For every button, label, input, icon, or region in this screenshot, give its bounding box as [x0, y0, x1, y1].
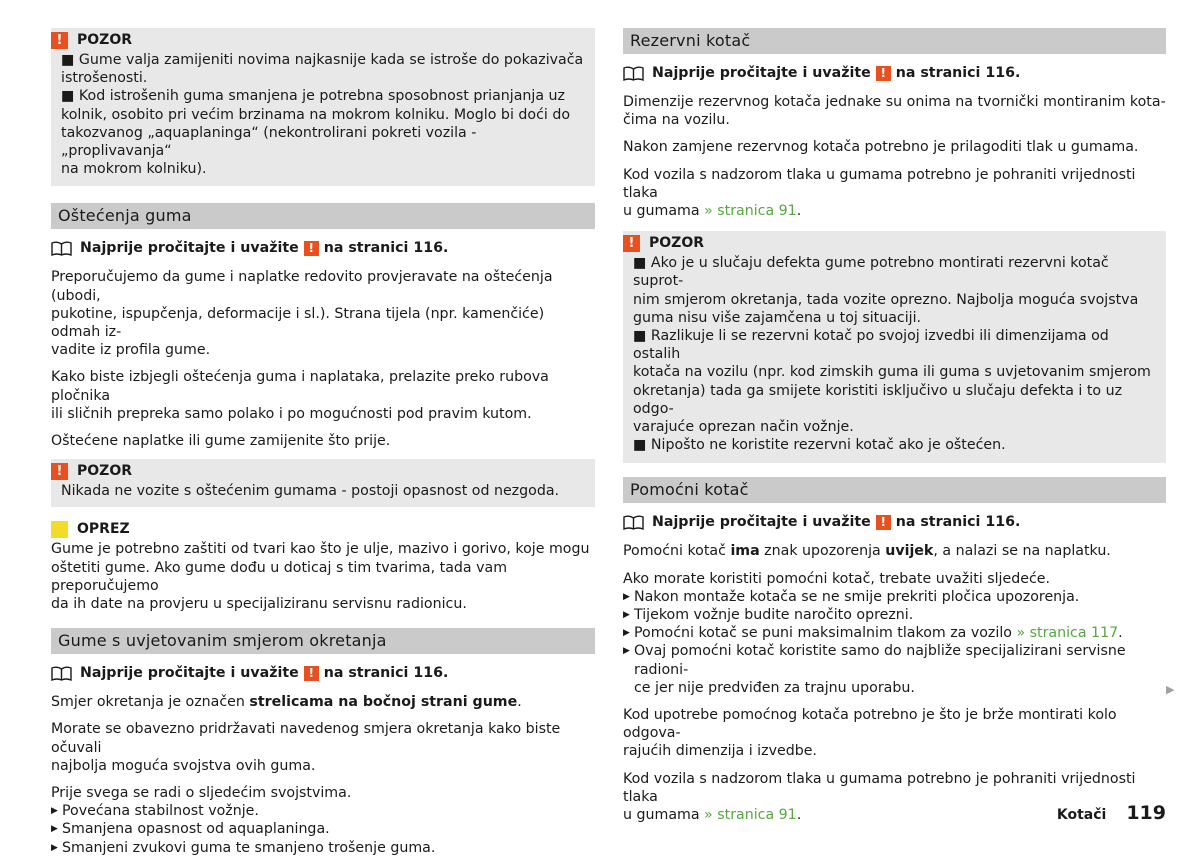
next-page-arrow-icon[interactable]: ▶	[1166, 683, 1175, 696]
read-first-notice	[51, 663, 595, 683]
text-line: ce jer nije predviđen za trajnu uporabu.	[634, 679, 915, 696]
read-first-link[interactable]: na stranici 116.	[323, 240, 449, 257]
pozor-line: istrošenosti.	[61, 70, 148, 87]
warning-icon: !	[304, 241, 319, 256]
warning-icon: !	[304, 666, 319, 681]
page-number: 119	[1126, 802, 1166, 824]
text-line: Kod vozila s nadzorom tlaka u gumama potrebno je pohraniti vrijednosti tlaka	[623, 166, 1136, 201]
read-first-prefix: Najprije pročitajte i uvažite	[652, 514, 871, 531]
bold-text: uvijek	[885, 543, 934, 560]
warning-icon: !	[876, 515, 891, 530]
text-span: .	[796, 807, 802, 824]
pozor-label: POZOR	[77, 31, 132, 48]
pozor-label: POZOR	[77, 463, 132, 480]
text-line: Kod vozila s nadzorom tlaka u gumama potrebno je pohraniti vrijednosti tlaka	[623, 770, 1136, 805]
text-span: u gumama	[623, 203, 705, 220]
pozor-line: kotača na vozilu (npr. kod zimskih guma ili guma s uvjetovanim smjerom	[633, 364, 1151, 381]
section-heading-temporary-wheel: Pomoćni kotač	[623, 477, 1166, 503]
text-span: u gumama	[623, 807, 705, 824]
page-link[interactable]: » stranica 117	[1016, 625, 1119, 642]
warning-icon: !	[876, 66, 891, 81]
pozor-line: ■ Nipošto ne koristite rezervni kotač ako je oštećen.	[633, 437, 1006, 454]
pozor-line: ■ Kod istrošenih guma smanjena je potrebna sposobnost prianjanja uz	[61, 88, 565, 105]
paragraph	[51, 720, 595, 775]
text-span: , a nalazi se na naplatku.	[933, 543, 1111, 560]
list-item	[623, 624, 1166, 642]
paragraph	[623, 166, 1166, 221]
pozor-line: varajuće oprezan način vožnje.	[633, 419, 854, 436]
read-first-prefix: Najprije pročitajte i uvažite	[652, 64, 871, 81]
list-item: ▶ Smanjeni zvukovi guma te smanjeno trošenje guma.	[51, 839, 595, 857]
pozor-line: ■ Ako je u slučaju defekta gume potrebno montirati rezervni kotač suprot-	[633, 255, 1109, 290]
text-line: Kod upotrebe pomoćnog kotača potrebno je što je brže montirati kolo odgova-	[623, 707, 1117, 742]
pozor-box-tyre-wear	[51, 28, 595, 186]
text-line: Preporučujemo da gume i naplatke redovito provjeravate na oštećenja (ubodi,	[51, 269, 553, 304]
text-line: Prije svega se radi o sljedećim svojstvima.	[51, 785, 352, 802]
page-link[interactable]: » stranica 91	[704, 807, 797, 824]
warning-icon: !	[623, 235, 640, 252]
pozor-line: na mokrom kolniku).	[61, 161, 207, 178]
text-span: Pomoćni kotač	[623, 543, 731, 560]
read-first-notice	[623, 512, 1166, 532]
read-first-notice	[51, 238, 595, 258]
text-span: .	[796, 203, 802, 220]
pozor-line: ■ Gume valja zamijeniti novima najkasnije kada se istroše do pokazivača	[61, 52, 584, 68]
list-item: ▶ Smanjena opasnost od aquaplaninga.	[51, 820, 595, 838]
text-line: pukotine, ispupčenja, deformacije i sl.). Strana tijela (npr. kamenčiće) odmah iz-	[51, 305, 545, 341]
paragraph	[623, 570, 1166, 697]
pozor-text: Nikada ne vozite s oštećenim gumama - postoji opasnost od nezgoda.	[61, 483, 560, 500]
read-first-prefix: Najprije pročitajte i uvažite	[80, 240, 299, 257]
pozor-header	[623, 233, 1156, 253]
pozor-line: kolnik, osobito pri većim brzinama na mokrom kolniku. Moglo bi doći do	[61, 106, 571, 123]
text-line: ▶ Ovaj pomoćni kotač koristite samo do najbliže specijalizirani servisne radioni-	[634, 643, 1126, 678]
oprez-block	[51, 519, 595, 613]
list-item	[623, 642, 1166, 697]
warning-icon: !	[51, 32, 68, 49]
read-first-notice	[623, 63, 1166, 83]
read-first-prefix: Najprije pročitajte i uvažite	[80, 665, 299, 682]
list-item: ▶ Tijekom vožnje budite naročito oprezni.	[623, 606, 1166, 624]
section-heading-directional-tyres: Gume s uvjetovanim smjerom okretanja	[51, 628, 595, 654]
book-icon	[51, 666, 72, 681]
read-first-link[interactable]: na stranici 116.	[895, 64, 1021, 81]
paragraph	[623, 542, 1166, 560]
bold-text: strelicama na bočnoj strani gume	[249, 694, 518, 711]
text-span: Pomoćni kotač se puni maksimalnim tlakom za vozilo	[634, 625, 1017, 642]
paragraph	[51, 693, 595, 711]
text-line: ili sličnih prepreka samo polako i po mogućnosti pod pravim kutom.	[51, 405, 532, 422]
text-line: najbolja moguća svojstva ovih guma.	[51, 757, 316, 774]
text-span: .	[1118, 625, 1123, 642]
page-link[interactable]: » stranica 91	[704, 203, 797, 220]
text-line: Morate se obavezno pridržavati navedenog smjera okretanja kako biste očuvali	[51, 721, 561, 756]
pozor-box-damaged-tyres	[51, 459, 595, 507]
text-line: Kako biste izbjegli oštećenja guma i naplataka, prelazite preko rubova pločnika	[51, 369, 549, 404]
text-line: rajućih dimenzija i izvedbe.	[623, 743, 817, 760]
oprez-label: OPREZ	[77, 521, 130, 538]
pozor-line: nim smjerom okretanja, tada vozite oprezno. Najbolja moguća svojstva	[633, 291, 1139, 308]
pozor-line: takozvanog „aquaplaninga“ (nekontrolirani pokreti vozila - „proplivavanja“	[61, 124, 477, 160]
paragraph: Oštećene naplatke ili gume zamijenite što prije.	[51, 433, 391, 450]
page-footer	[1057, 804, 1166, 824]
text-line: čima na vozilu.	[623, 112, 730, 129]
paragraph: Nakon zamjene rezervnog kotača potrebno je prilagoditi tlak u gumama.	[623, 139, 1139, 156]
paragraph	[51, 268, 595, 359]
text-line: vadite iz profila gume.	[51, 342, 211, 359]
pozor-header	[51, 30, 585, 50]
warning-icon: !	[51, 463, 68, 480]
section-heading-spare-wheel: Rezervni kotač	[623, 28, 1166, 54]
section-heading-tyre-damage: Oštećenja guma	[51, 203, 595, 229]
chapter-name: Kotači	[1056, 807, 1107, 823]
pozor-line: guma nisu više zajamčena u toj situaciji.	[633, 309, 922, 326]
text-line: Ako morate koristiti pomoćni kotač, trebate uvažiti sljedeće.	[623, 570, 1050, 587]
pozor-header	[51, 461, 585, 481]
paragraph	[51, 784, 595, 857]
caution-icon	[51, 521, 68, 538]
paragraph	[51, 368, 595, 423]
bold-text: ima	[730, 543, 760, 560]
list-item: ▶ Nakon montaže kotača se ne smije prekriti pločica upozorenja.	[623, 588, 1166, 606]
left-column	[51, 28, 595, 857]
list-item: ▶ Povećana stabilnost vožnje.	[51, 802, 595, 820]
book-icon	[623, 66, 644, 81]
text-span: Smjer okretanja je označen	[51, 694, 250, 711]
oprez-line: Gume je potrebno zaštiti od tvari kao što je ulje, mazivo i gorivo, koje mogu	[51, 541, 590, 558]
text-span: .	[517, 694, 522, 711]
pozor-line: ■ Razlikuje li se rezervni kotač po svojoj izvedbi ili dimenzijama od ostalih	[633, 328, 1109, 363]
paragraph	[623, 706, 1166, 761]
paragraph	[623, 93, 1166, 129]
read-first-link[interactable]: na stranici 116.	[323, 665, 449, 682]
read-first-link[interactable]: na stranici 116.	[895, 514, 1021, 531]
text-span: znak upozorenja	[759, 543, 886, 560]
book-icon	[51, 241, 72, 256]
pozor-box-spare-wheel	[623, 231, 1166, 463]
oprez-line: da ih date na provjeru u specijaliziranu servisnu radionicu.	[51, 596, 467, 613]
oprez-header	[51, 519, 595, 539]
pozor-label: POZOR	[649, 235, 704, 252]
right-column	[623, 28, 1166, 833]
text-line: Dimenzije rezervnog kotača jednake su onima na tvornički montiranim kota-	[623, 94, 1166, 110]
book-icon	[623, 515, 644, 530]
pozor-line: okretanja) tada ga smijete koristiti isključivo u slučaju defekta i to uz odgo-	[633, 382, 1123, 417]
oprez-line: oštetiti gume. Ako gume dođu u doticaj s tim tvarima, tada vam preporučujemo	[51, 559, 508, 594]
